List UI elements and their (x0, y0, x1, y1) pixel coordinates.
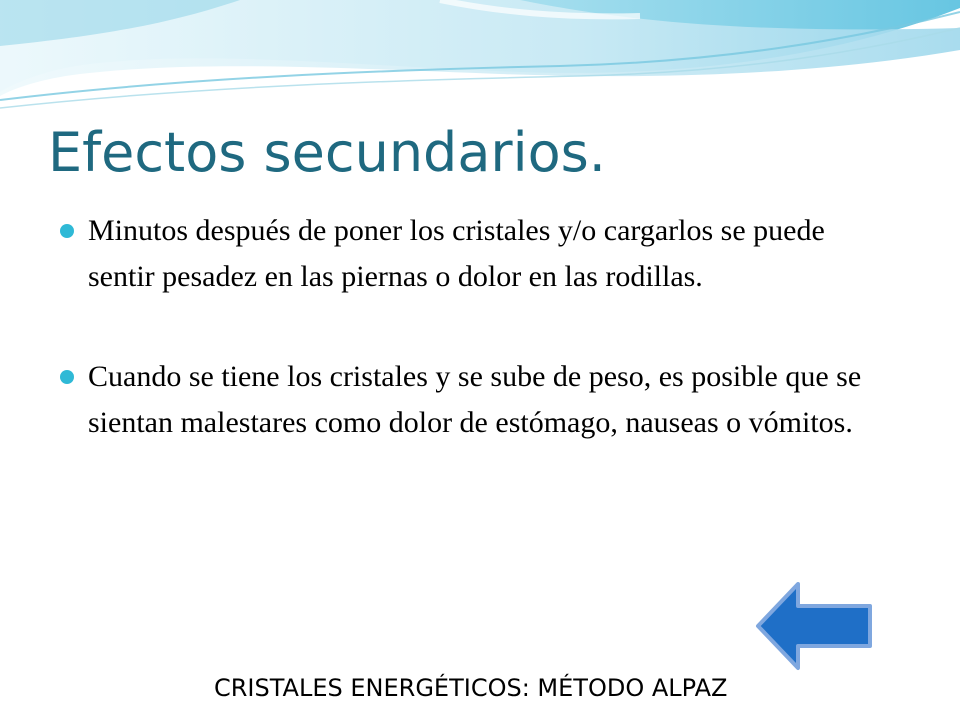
header-wave-decoration (0, 0, 960, 120)
left-arrow-icon (758, 584, 870, 668)
list-item (60, 208, 880, 300)
slide-footer: CRISTALES ENERGÉTICOS: MÉTODO ALPAZ (214, 674, 728, 702)
back-button[interactable] (754, 582, 874, 672)
bullet-icon (60, 370, 74, 384)
bullet-icon (60, 224, 74, 238)
bullet-list (60, 208, 880, 446)
list-item (60, 354, 880, 446)
bullet-text: Minutos después de poner los cristales y/o cargarlos se puede sentir pesadez en las piernas o dolor en las rodillas. (88, 214, 825, 293)
page-title: Efectos secundarios. (48, 121, 606, 184)
bullet-text: Cuando se tiene los cristales y se sube de peso, es posible que se sientan malestares como dolor de estómago, nauseas o vómitos. (88, 360, 862, 439)
